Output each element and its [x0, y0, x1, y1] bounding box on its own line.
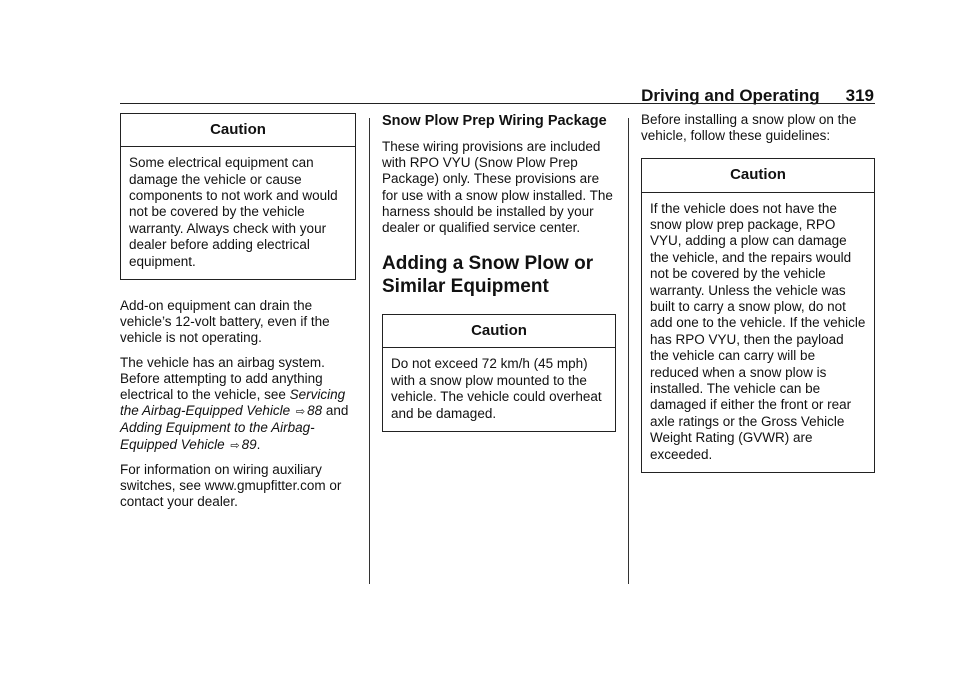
page-ref-89[interactable]: 89: [241, 436, 257, 452]
header-rule: [120, 103, 875, 104]
column-divider-2: [628, 118, 629, 584]
and-text: and: [325, 403, 349, 419]
paragraph-wiring: For information on wiring auxiliary switches, see www.gmupfitter.com or contact your dealer.: [120, 461, 342, 510]
section-title: Driving and Operating: [641, 86, 820, 105]
caution-text: Some electrical equipment can damage the vehicle or cause components to not work and would not be covered by the vehicle warranty. Always check with your dealer before adding electrical equipment.: [129, 155, 338, 269]
caution-title: Caution: [642, 159, 874, 192]
page-ref-88[interactable]: 88: [307, 403, 323, 419]
column-divider-1: [369, 118, 370, 584]
subheading-wiring-package: Snow Plow Prep Wiring Package: [382, 113, 607, 129]
column-3: [641, 112, 875, 491]
paragraph-battery: Add-on equipment can drain the vehicle’s 12-volt battery, even if the vehicle is not operating.: [120, 298, 330, 346]
page-number: 319: [845, 86, 874, 105]
link-adding-equipment[interactable]: Adding Equipment to the Airbag-Equipped Vehicle: [120, 420, 315, 452]
paragraph-guidelines: Before installing a snow plow on the vehicle, follow these guidelines:: [641, 112, 857, 144]
caution-text: Do not exceed 72 km/h (45 mph) with a snow plow mounted to the vehicle. The vehicle could overheat and be damaged.: [391, 356, 602, 421]
caution-box-plow-prep: [641, 158, 875, 473]
section-heading-snow-plow: Adding a Snow Plow or Similar Equipment: [382, 253, 594, 298]
period: .: [256, 436, 261, 452]
link-servicing-airbag[interactable]: Servicing the Airbag-Equipped Vehicle: [120, 387, 346, 419]
caution-box-electrical: [120, 113, 356, 280]
caution-title: Caution: [121, 114, 355, 147]
caution-text: If the vehicle does not have the snow plow prep package, RPO VYU, adding a plow can damage the vehicle, and the repairs would not be covered by the vehicle warranty. Unless the vehicle was built to carry a snow plow, do not add one to the vehicle. If the vehicle has RPO VYU, then the payload the vehicle can carry will be reduced when a snow plow is installed. The vehicle can be damaged if either the front or rear axle ratings or the Gross Vehicle Weight Rating (GVWR) are exceeded.: [650, 200, 866, 462]
page-ref-icon: ⇨: [230, 439, 240, 452]
paragraph-wiring-provisions: These wiring provisions are included with RPO VYU (Snow Plow Prep Package) only. These provisions are for use with a snow plow installed. The harness should be installed by your dealer or qualified service center.: [382, 139, 613, 236]
column-2: [382, 112, 616, 450]
paragraph-airbag: [120, 355, 356, 454]
airbag-text: The vehicle has an airbag system. Before attempting to add anything electrical to the vehicle, see: [120, 354, 325, 403]
caution-title: Caution: [383, 315, 615, 348]
page-ref-icon: ⇨: [295, 406, 306, 419]
column-1: [120, 113, 356, 518]
caution-box-speed: [382, 314, 616, 432]
